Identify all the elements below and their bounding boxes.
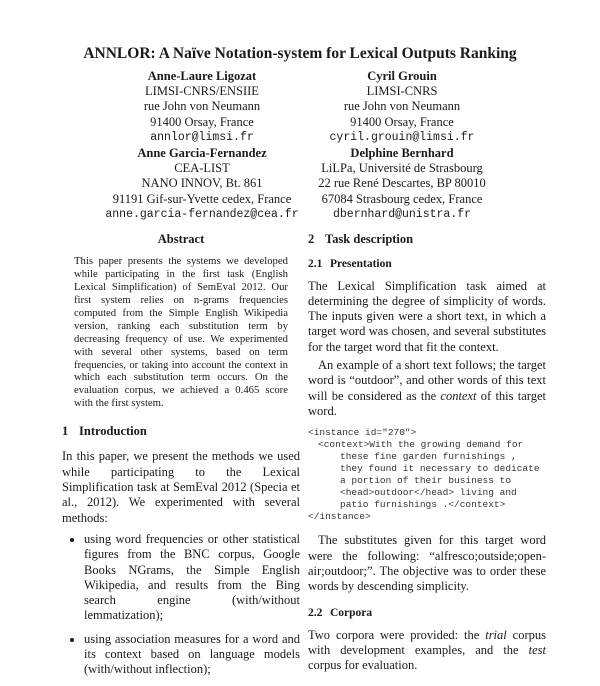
author-block bbox=[282, 69, 522, 145]
intro-paragraph: In this paper, we present the methods we used while participating to the Lexical Simplification task at SemEval 2012 (Specia et al., 2012). We experimented with several methods: bbox=[62, 449, 300, 525]
author-city: 91191 Gif-sur-Yvette cedex, France bbox=[112, 191, 292, 206]
code-line: they found it necessary to dedicate bbox=[340, 463, 540, 475]
code-line: patio furnishings .</context> bbox=[340, 499, 506, 511]
author-affiliation: LIMSI-CNRS/ENSIIE bbox=[145, 84, 259, 99]
subsection-title: Corpora bbox=[330, 607, 373, 620]
emphasis: trial bbox=[485, 627, 507, 642]
author-email[interactable]: cyril.grouin@limsi.fr bbox=[329, 130, 475, 144]
substitutes-paragraph: The substitutes given for this target word were the following: “alfresco;outside;open-air;outdoor;”. The objective was to order these words by descending simplicity. bbox=[308, 533, 546, 594]
author-city: 67084 Strasbourg cedex, France bbox=[321, 191, 483, 206]
author-address: 22 rue René Descartes, BP 80010 bbox=[318, 176, 486, 191]
author-email[interactable]: annlor@limsi.fr bbox=[150, 130, 254, 144]
emphasis: context bbox=[440, 388, 477, 403]
section-title: Task description bbox=[325, 232, 414, 246]
code-line: </instance> bbox=[308, 511, 371, 523]
right-column bbox=[308, 232, 546, 674]
text-run: corpus with development examples, and the bbox=[308, 627, 546, 658]
code-line: a portion of their business to bbox=[340, 475, 512, 487]
author-email[interactable]: dbernhard@unistra.fr bbox=[332, 207, 472, 221]
corpora-paragraph bbox=[308, 628, 546, 674]
text-run: An example of a short text follows; the target word is “outdoor”, and other words of this text will be considered as the bbox=[308, 358, 546, 403]
section-heading-introduction bbox=[62, 424, 300, 439]
section-heading-task bbox=[308, 232, 546, 247]
author-affiliation: LiLPa, Université de Strasbourg bbox=[321, 161, 483, 176]
author-address: NANO INNOV, Bt. 861 bbox=[141, 176, 263, 191]
list-item: • using word frequencies or other statistical figures from the BNC corpus, Google Books NGrams, the Simple English Wikipedia, and results from the Bing search engine (with/without lemmatization); bbox=[84, 532, 300, 624]
text-run: Two corpora were provided: the bbox=[308, 627, 486, 642]
emphasis: test bbox=[528, 643, 546, 658]
author-affiliation: CEA-LIST bbox=[174, 161, 230, 176]
abstract-heading: Abstract bbox=[157, 232, 205, 246]
author-name: Anne Garcia-Fernandez bbox=[137, 146, 267, 160]
subsection-number: 2.2 bbox=[308, 607, 323, 620]
subsection-heading-corpora bbox=[308, 606, 546, 621]
author-city: 91400 Orsay, France bbox=[150, 114, 254, 129]
author-email[interactable]: anne.garcia-fernandez@cea.fr bbox=[105, 207, 299, 221]
section-number: 2 bbox=[308, 232, 315, 246]
author-city: 91400 Orsay, France bbox=[350, 114, 454, 129]
author-affiliation: LIMSI-CNRS bbox=[366, 84, 438, 99]
subsection-heading-presentation bbox=[308, 257, 546, 272]
presentation-paragraph: The Lexical Simplification task aimed at determining the degree of simplicity of words. The inputs given were a short text, in which a target word was chosen, and several substitutes for the target word that fit the context. bbox=[308, 278, 546, 354]
author-name: Delphine Bernhard bbox=[350, 146, 454, 160]
author-address: rue John von Neumann bbox=[343, 99, 461, 114]
methods-list bbox=[62, 532, 300, 678]
subsection-title: Presentation bbox=[330, 258, 392, 271]
author-name: Anne-Laure Ligozat bbox=[147, 69, 257, 83]
section-title: Introduction bbox=[79, 424, 147, 439]
list-item: • using association measures for a word and its context based on language models (with/without inflection); bbox=[84, 632, 300, 678]
section-number: 1 bbox=[62, 424, 69, 439]
subsection-number: 2.1 bbox=[308, 258, 323, 271]
code-line: <context>With the growing demand for bbox=[318, 439, 524, 451]
left-column bbox=[62, 232, 300, 686]
text-run: corpus for evaluation. bbox=[308, 658, 418, 673]
paper-title: ANNLOR: A Naïve Notation-system for Lexical Outputs Ranking bbox=[83, 45, 517, 62]
author-address: rue John von Neumann bbox=[143, 99, 261, 114]
code-line: these fine garden furnishings , bbox=[340, 451, 517, 463]
text-run: of this target word. bbox=[308, 388, 546, 418]
code-line: <instance id="270"> bbox=[308, 427, 417, 439]
abstract-text: This paper presents the systems we developed while participating in the first task (English Lexical Simplification) of SemEval 2012. Our first system relies on n-grams frequencies computed from the Simple English Wikipedia version, ranking each substitution term by decreasing frequency of use. We experimented with several other systems, based on term frequencies, or taking into account the context in which each substitution term occurs. On the evaluation corpus, we achieved a 0.465 score with the first system. bbox=[74, 255, 288, 410]
author-block bbox=[282, 146, 522, 222]
example-paragraph bbox=[308, 358, 546, 419]
author-name: Cyril Grouin bbox=[367, 69, 437, 83]
code-line: <head>outdoor</head> living and bbox=[340, 487, 517, 499]
code-example bbox=[308, 427, 546, 523]
